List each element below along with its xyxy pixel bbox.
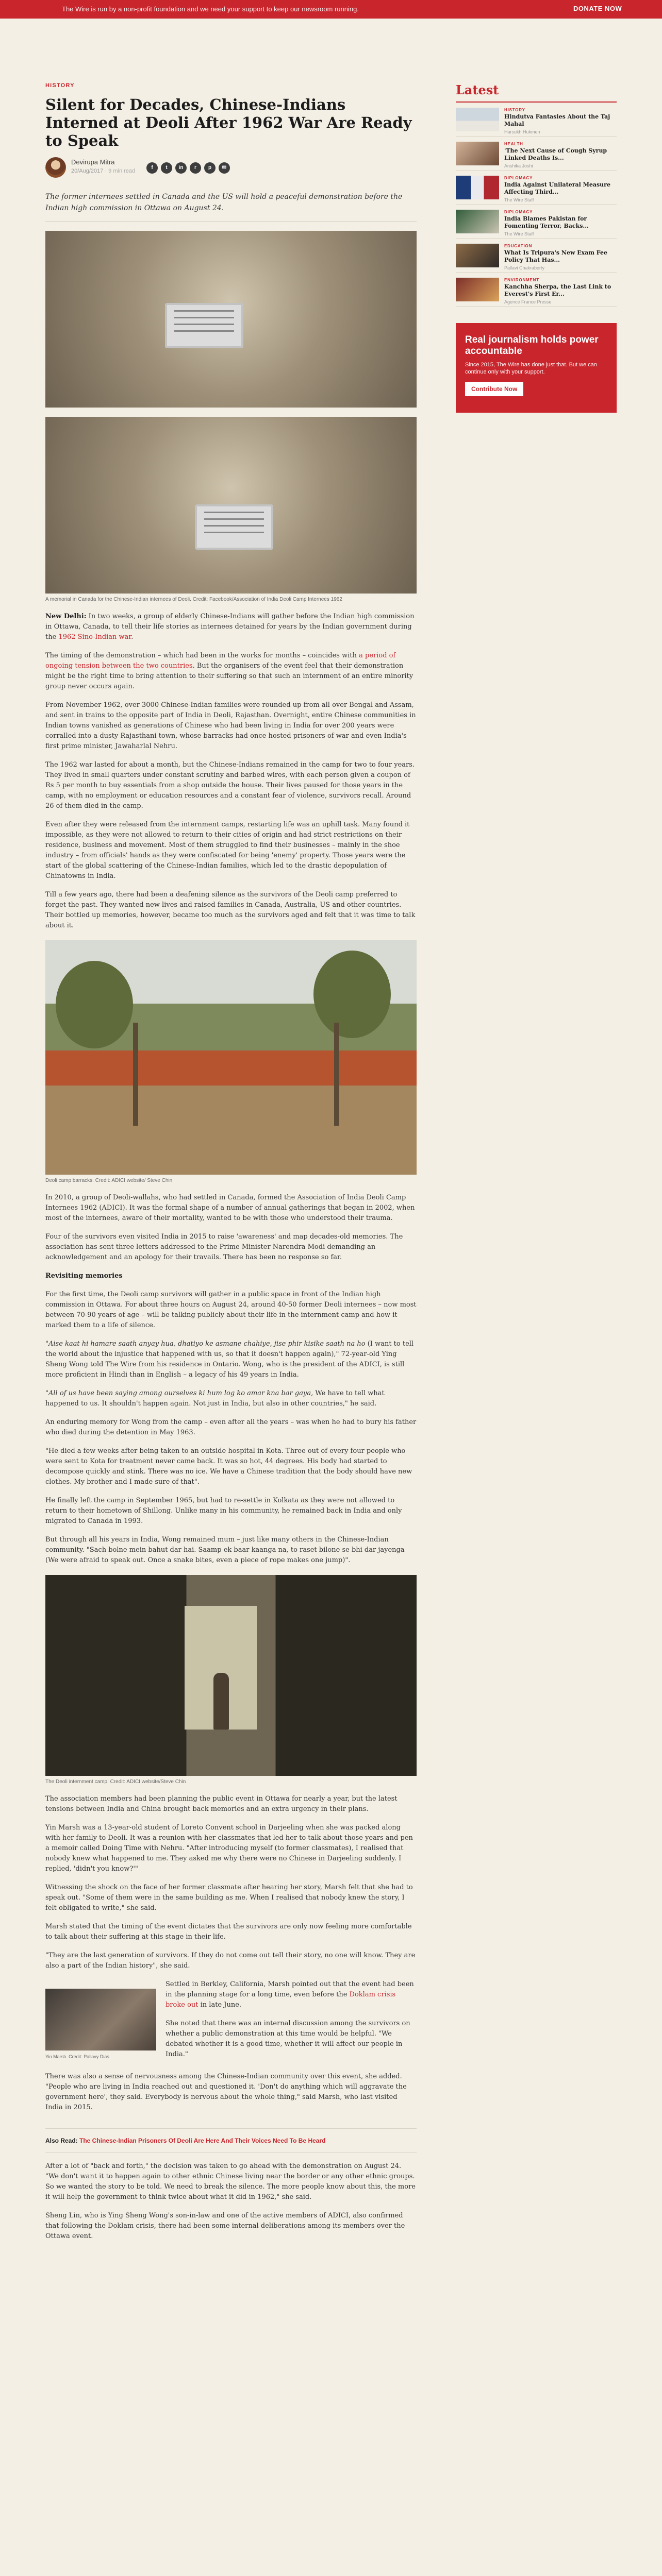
paragraph xyxy=(45,651,417,692)
paragraph: The association members had been planning the public event in Ottawa for nearly a year, but the latest tensions between India and China brought back memories and an extra urgency in their plans. xyxy=(45,1795,398,1813)
latest-item[interactable] xyxy=(456,137,617,171)
article xyxy=(45,82,417,2242)
tree-icon xyxy=(56,961,133,1048)
paragraph: In 2010, a group of Deoli-wallahs, who had settled in Canada, formed the Association of India Deoli Camp Internees 1962 (ADICI). It was the formal shape of a number of annual gatherings that began in 2002, when most of the internees, aware of their mortality, wanted to be with those who understood their trauma. xyxy=(45,1194,415,1222)
facebook-share-icon[interactable]: f xyxy=(146,162,158,174)
article-standfirst: The former internees settled in Canada and the US will hold a peaceful demonstration before the Indian high commission in Ottawa on August 24. xyxy=(45,191,417,222)
promo-text: Since 2015, The Wire has done just that. But we can continue only with your support. xyxy=(465,362,598,375)
latest-title[interactable]: India Blames Pakistan for Fomenting Terror, Backs... xyxy=(504,215,589,229)
paragraph-text: We have to tell what happened to us. It shouldn't happen again. Not just in India, but also in other countries," he said. xyxy=(45,1389,385,1408)
figure-caption: The Deoli internment camp. Credit: ADICI website/Steve Chin xyxy=(45,1779,186,1785)
publish-date-value: 20/Aug/2017 xyxy=(71,168,104,174)
paragraph-text: in late June. xyxy=(198,2001,242,2009)
latest-sidebar xyxy=(456,82,617,413)
figure-plaque-2 xyxy=(45,417,417,603)
paragraph: Sheng Lin, who is Ying Sheng Wong's son-in-law and one of the active members of ADICI, also confirmed that following the Doklam crisis, there had been some internal deliberations among its members over the Ottawa event. xyxy=(45,2212,405,2240)
byline xyxy=(45,157,417,178)
latest-category[interactable]: HEALTH xyxy=(504,142,523,146)
article-body xyxy=(45,612,417,2242)
paragraph-text: The timing of the demonstration – which had been in the works for months – coincides with xyxy=(45,652,359,659)
paragraph: Four of the survivors even visited India in 2015 to raise 'awareness' and map decades-old memories. The association has sent three letters addressed to the Prime Minister Narendra Modi demanding an acknowledgement and an apology for their travails. There has been no response so far. xyxy=(45,1233,403,1261)
paragraph xyxy=(45,1339,417,1380)
paragraph: She noted that there was an internal discussion among the survivors on whether a public demonstration at this time would be helpful. "We debated whether it is a good time, whether it will affect our people in India." xyxy=(166,2020,410,2058)
plaque-icon xyxy=(165,303,243,348)
paragraph: After a lot of "back and forth," the decision was taken to go ahead with the demonstration on August 24. "We don't want it to happen again to other ethnic Chinese living near the border or any other ethnic groups. So we wanted the story to be told. We need to break the silence. The more people know about this, the more it will help the government to think twice about what it did in 1962," she said. xyxy=(45,2162,416,2201)
also-read-label: Also Read: xyxy=(45,2137,80,2144)
inline-link[interactable]: a period of ongoing tension between the two countries xyxy=(45,652,396,670)
paragraph: Till a few years ago, there had been a deafening silence as the survivors of the Deoli camp preferred to forget the past. They wanted new lives and raised families in Canada, Australia, US and other countries. Their bottled up memories, however, became too much as the survivors aged and felt that it was time to talk about it. xyxy=(45,891,416,929)
email-share-icon[interactable]: ✉ xyxy=(219,162,230,174)
inline-link[interactable]: Doklam crisis broke out xyxy=(166,1991,396,2009)
figure-plaque-1 xyxy=(45,231,417,408)
latest-item[interactable] xyxy=(456,239,617,273)
yin-marsh-photo xyxy=(45,1989,156,2050)
latest-heading: Latest xyxy=(456,82,617,103)
inline-figure xyxy=(45,1989,156,2060)
latest-title[interactable]: India Against Unilateral Measure Affecting Third... xyxy=(504,181,610,195)
paragraph-text: (I want to tell the world about the injustice that happened with us, so that it doesn't happen again)," 72-year-old Ying Sheng Wong told The Wire from his residence in Ontario. Wong, who is the president of the ADICI, is still more proficient in Hindi than in English – a legacy of his 49 years in India. xyxy=(45,1340,414,1379)
contribute-promo xyxy=(456,323,617,413)
tree-icon xyxy=(313,951,391,1038)
latest-thumbnail[interactable] xyxy=(456,108,499,131)
read-time: 9 min read xyxy=(108,168,136,174)
memorial-plaque-photo xyxy=(45,231,417,408)
latest-title[interactable]: 'The Next Cause of Cough Syrup Linked Deaths Is... xyxy=(504,147,607,161)
plaque-icon xyxy=(195,504,273,550)
figure-gate xyxy=(45,1575,417,1786)
latest-category[interactable]: DIPLOMACY xyxy=(504,210,533,214)
figure-barracks xyxy=(45,940,417,1184)
latest-thumbnail[interactable] xyxy=(456,210,499,233)
paragraph: He finally left the camp in September 1965, but had to re-settle in Kolkata as they were not allowed to return to their hometown of Shillong. Unlike many in his community, he remained back in India and only migrated to Canada in 1993. xyxy=(45,1497,402,1525)
section-heading: Revisiting memories xyxy=(45,1272,123,1280)
latest-item[interactable] xyxy=(456,171,617,205)
pinterest-share-icon[interactable]: p xyxy=(204,162,216,174)
latest-item[interactable] xyxy=(456,103,617,137)
inline-figure-block xyxy=(45,1979,417,2063)
latest-thumbnail[interactable] xyxy=(456,244,499,267)
paragraph: Marsh stated that the timing of the event dictates that the survivors are only now feeling more comfortable to talk about their suffering at this stage in their life. xyxy=(45,1923,412,1941)
paragraph-text: In two weeks, a group of elderly Chinese-Indians will gather before the Indian high commission in Ottawa, Canada, to tell their life stories as internees detained for years by the Indian government during the xyxy=(45,613,415,641)
tree-trunk-icon xyxy=(334,1023,339,1126)
also-read-link[interactable]: The Chinese-Indian Prisoners Of Deoli Are Here And Their Voices Need To Be Heard xyxy=(79,2137,326,2144)
latest-thumbnail[interactable] xyxy=(456,278,499,301)
also-read-box xyxy=(45,2128,417,2153)
latest-byline: The Wire Staff xyxy=(504,197,534,202)
support-banner xyxy=(0,0,662,19)
paragraph: New Delhi: In two weeks, a group of elderly Chinese-Indians will gather before the Indian high commission in Ottawa, Canada, to tell their life stories as internees detained for years by the Indian government during the 1962 Sino-Indian war. xyxy=(45,613,415,641)
latest-byline: The Wire Staff xyxy=(504,231,534,236)
promo-title: Real journalism holds power accountable xyxy=(465,334,599,357)
paragraph: Even after they were released from the internment camps, restarting life was an uphill task. Many found it impossible, as they were not allowed to return to their cities of origin and had strict restrictions on their residence, business and movement. Most of them struggled to find their businesses – mainly in the shoe industry – from officials' hands as they were confiscated for being 'enemy' property. Those years were the start of the global scattering of the Chinese-Indian families, which led to the drastic depopulation of Chinatowns in India. xyxy=(45,821,410,880)
latest-byline: Agence France Presse xyxy=(504,299,552,304)
memorial-plaque-photo-2 xyxy=(45,417,417,594)
author-name[interactable]: Devirupa Mitra xyxy=(71,158,115,166)
figure-caption: Yin Marsh. Credit: Pallavy Dias xyxy=(45,2054,109,2059)
latest-byline: Anshika Joshi xyxy=(504,163,533,168)
support-banner-message: The Wire is run by a non-profit foundation and we need your support to keep our newsroom running. xyxy=(62,5,359,13)
latest-thumbnail[interactable] xyxy=(456,142,499,165)
latest-item[interactable] xyxy=(456,273,617,307)
latest-category[interactable]: EDUCATION xyxy=(504,244,533,248)
paragraph-text: Settled in Berkley, California, Marsh pointed out that the event had been in the planning stage for a long time, even before the xyxy=(166,1980,414,1998)
paragraph: "He died a few weeks after being taken to an outside hospital in Kota. Three out of every four people who were sent to Kota for treatment never came back. It was so hot, 44 degrees. His body had started to decompose quickly and stink. There was no ice. We have a Chinese tradition that the body should have new clothes. My brother and I made sure of that". xyxy=(45,1447,412,1486)
paragraph: For the first time, the Deoli camp survivors will gather in a public space in front of the Indian high commission in Ottawa. For about three hours on August 24, around 40-50 former Deoli internees – now most between 70-90 years of age – will be talking publicly about their life in the internment camp and how it marked them to a life of silence. xyxy=(45,1291,417,1329)
latest-title[interactable]: Kanchha Sherpa, the Last Link to Everest's First Er... xyxy=(504,283,611,297)
tree-trunk-icon xyxy=(133,1023,138,1126)
contribute-button[interactable]: Contribute Now xyxy=(465,382,523,396)
latest-item[interactable] xyxy=(456,205,617,239)
inline-link[interactable]: 1962 Sino-Indian war xyxy=(58,633,131,641)
figure-caption: Deoli camp barracks. Credit: ADICI website/ Steve Chin xyxy=(45,1178,173,1183)
figure-caption: A memorial in Canada for the Chinese-Indian internees of Deoli. Credit: Facebook/Association of India Deoli Camp Internees 1962 xyxy=(45,597,342,602)
latest-byline: Harsukh Hukmen xyxy=(504,129,540,134)
latest-byline: Pallavi Chakraborty xyxy=(504,265,545,270)
linkedin-share-icon[interactable]: in xyxy=(175,162,187,174)
article-category[interactable]: HISTORY xyxy=(45,82,75,89)
donate-button[interactable]: DONATE NOW xyxy=(573,5,622,12)
author-avatar[interactable] xyxy=(45,157,66,178)
person-icon xyxy=(213,1673,229,1730)
article-headline: Silent for Decades, Chinese-Indians Interned at Deoli After 1962 War Are Ready to Speak xyxy=(45,96,412,149)
publish-date: 20/Aug/2017 · 9 min read xyxy=(71,168,136,174)
share-bar xyxy=(146,162,230,174)
latest-category[interactable]: DIPLOMACY xyxy=(504,176,533,180)
paragraph: Witnessing the shock on the face of her former classmate after hearing her story, Marsh felt that she had to speak out. "Some of them were in the same building as me. When I realised that nobody knew the story, I felt obligated to write," she said. xyxy=(45,1884,413,1912)
paragraph: The 1962 war lasted for about a month, but the Chinese-Indians remained in the camp for two to four years. They lived in small quarters under constant scrutiny and barbed wires, with each person given a coupon of Rs 5 per month to buy essentials from a shop outside the house. Their lives paused for those years in the camp, with no employment or education resources and a constant fear of violence, survivors recall. Around 26 of them died in the camp. xyxy=(45,761,415,810)
camp-gate-photo xyxy=(45,1575,417,1776)
paragraph: Yin Marsh was a 13-year-old student of Loreto Convent school in Darjeeling when she was packed along with her family to Deoli. It was a reunion with her classmates that led her to talk about those years and pen a memoir called Doing Time with Nehru. "After introducing myself (to former classmates), I realised that nobody knew what happened to me. They asked me why there were no Chinese in Darjeeling suddenly. I replied, 'didn't you know?'" xyxy=(45,1824,413,1873)
paragraph xyxy=(45,1388,417,1409)
quote-italic: "Aise kaat hi hamare saath anyay hua, dhatiyo ke asmane chahiye, jise phir kisike saath na ho xyxy=(45,1340,366,1348)
dateline: New Delhi: xyxy=(45,613,87,620)
latest-title[interactable]: What Is Tripura's New Exam Fee Policy That Has... xyxy=(504,249,608,263)
quote-italic: "All of us have been saying among ourselves ki hum log ko amar kna bar gaya, xyxy=(45,1389,313,1397)
paragraph: But through all his years in India, Wong remained mum – just like many others in the Chinese-Indian community. "Sach bolne mein bahut dar hai. Saamp ek baar kaanga na, to raset bilone se bhi dar jayenga (We were afraid to speak out. Once a snake bites, even a piece of rope makes one jump)". xyxy=(45,1536,405,1564)
paragraph: From November 1962, over 3000 Chinese-Indian families were rounded up from all over Bengal and Assam, and sent in trains to the opposite part of India in Deoli, Rajasthan. Overnight, entire Chinese communities in Indian towns vanished as generations of Chinese who had been living in India for over 200 years were corralled into a dusty Rajasthani town, whose barracks had once hosted prisoners of war and even India's first prime minister, Jawaharlal Nehru. xyxy=(45,701,416,750)
latest-title[interactable]: Hindutva Fantasies About the Taj Mahal xyxy=(504,113,610,127)
paragraph: An enduring memory for Wong from the camp – even after all the years – was when he had to bury his father who died during the detention in May 1963. xyxy=(45,1418,417,1436)
twitter-share-icon[interactable]: t xyxy=(161,162,172,174)
latest-thumbnail[interactable] xyxy=(456,176,499,199)
paragraph: There was also a sense of nervousness among the Chinese-Indian community over this event, she added. "People who are living in India reached out and questioned it. 'Don't do anything which will aggravate the government here', they said. Everybody is nervous about the whole thing," said Marsh, who last visited India in 2015. xyxy=(45,2073,407,2111)
paragraph: "They are the last generation of survivors. If they do not come out tell their story, no one will know. They are also a part of the Indian history", she said. xyxy=(45,1952,416,1970)
latest-category[interactable]: ENVIRONMENT xyxy=(504,278,539,282)
reddit-share-icon[interactable]: r xyxy=(190,162,201,174)
paragraph-text: . But the organisers of the event feel that their demonstration might be the right time to bring attention to their suffering so that such an internment of an entire minority group never occurs again. xyxy=(45,662,413,690)
latest-category[interactable]: HISTORY xyxy=(504,108,525,112)
camp-barracks-photo xyxy=(45,940,417,1175)
